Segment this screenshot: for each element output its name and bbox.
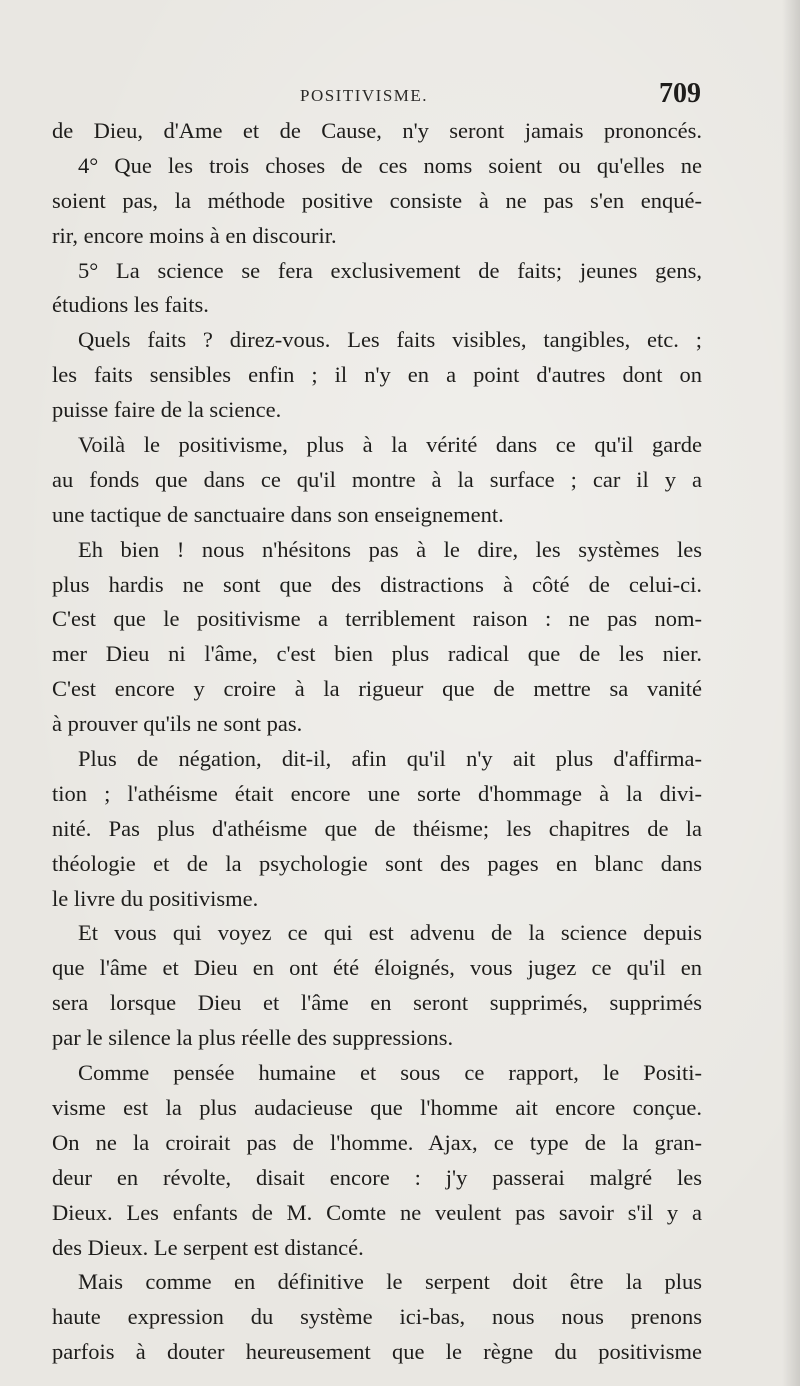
text-line: haute expression du système ici-bas, nous nous prenons [52, 1304, 702, 1330]
text-line: Et vous qui voyez ce qui est advenu de la science depuis [78, 920, 702, 946]
text-line: visme est la plus audacieuse que l'homme ait encore conçue. [52, 1094, 702, 1120]
text-line: à prouver qu'ils ne sont pas. [52, 711, 303, 737]
running-title: POSITIVISME. [300, 86, 429, 105]
text-line: 4° Que les trois choses de ces noms soient ou qu'elles ne [78, 152, 702, 178]
text-line: On ne la croirait pas de l'homme. Ajax, ce type de la gran- [52, 1129, 702, 1155]
text-line: Comme pensée humaine et sous ce rapport, le Positi- [78, 1060, 702, 1086]
text-line: nité. Pas plus d'athéisme que de théisme; les chapitres de la [52, 815, 702, 841]
text-line: sera lorsque Dieu et l'âme en seront supprimés, supprimés [52, 990, 702, 1016]
text-line: C'est encore y croire à la rigueur que de mettre sa vanité [52, 676, 702, 702]
text-line: étudions les faits. [52, 292, 209, 318]
page-header [52, 80, 707, 116]
text-line: Plus de négation, dit-il, afin qu'il n'y ait plus d'affirma- [78, 746, 702, 772]
text-line: rir, encore moins à en discourir. [52, 222, 337, 248]
text-line: Mais comme en définitive le serpent doit être la plus [78, 1269, 702, 1295]
text-line: théologie et de la psychologie sont des pages en blanc dans [52, 850, 702, 876]
page-number: 709 [659, 78, 701, 109]
text-line: C'est que le positivisme a terriblement raison : ne pas nom- [52, 606, 702, 632]
body-text [52, 114, 702, 1370]
text-line: que l'âme et Dieu en ont été éloignés, vous jugez ce qu'il en [52, 955, 702, 981]
text-line: par le silence la plus réelle des suppressions. [52, 1025, 454, 1051]
text-line: Quels faits ? direz-vous. Les faits visibles, tangibles, etc. ; [78, 327, 702, 353]
text-line: les faits sensibles enfin ; il n'y en a point d'autres dont on [52, 362, 702, 388]
text-line: de Dieu, d'Ame et de Cause, n'y seront jamais prononcés. [52, 118, 702, 143]
text-line: mer Dieu ni l'âme, c'est bien plus radical que de les nier. [52, 641, 702, 667]
text-line: le livre du positivisme. [52, 885, 259, 911]
text-line: deur en révolte, disait encore : j'y passerai malgré les [52, 1164, 702, 1190]
text-line: Voilà le positivisme, plus à la vérité dans ce qu'il garde [78, 432, 702, 458]
text-line: au fonds que dans ce qu'il montre à la surface ; car il y a [52, 466, 702, 492]
text-line: soient pas, la méthode positive consiste à ne pas s'en enqué- [52, 187, 702, 213]
text-line: puisse faire de la science. [52, 397, 282, 423]
text-line: une tactique de sanctuaire dans son enseignement. [52, 501, 504, 527]
text-line: Dieux. Les enfants de M. Comte ne veulent pas savoir s'il y a [52, 1199, 702, 1225]
page-gutter-shadow [782, 0, 800, 1386]
text-line: plus hardis ne sont que des distractions à côté de celui-ci. [52, 571, 702, 597]
text-line: parfois à douter heureusement que le règne du positivisme [52, 1339, 702, 1365]
text-line: tion ; l'athéisme était encore une sorte d'hommage à la divi- [52, 780, 702, 806]
text-line: des Dieux. Le serpent est distancé. [52, 1234, 364, 1260]
text-line: 5° La science se fera exclusivement de faits; jeunes gens, [78, 257, 702, 283]
text-line: Eh bien ! nous n'hésitons pas à le dire, les systèmes les [78, 536, 702, 562]
